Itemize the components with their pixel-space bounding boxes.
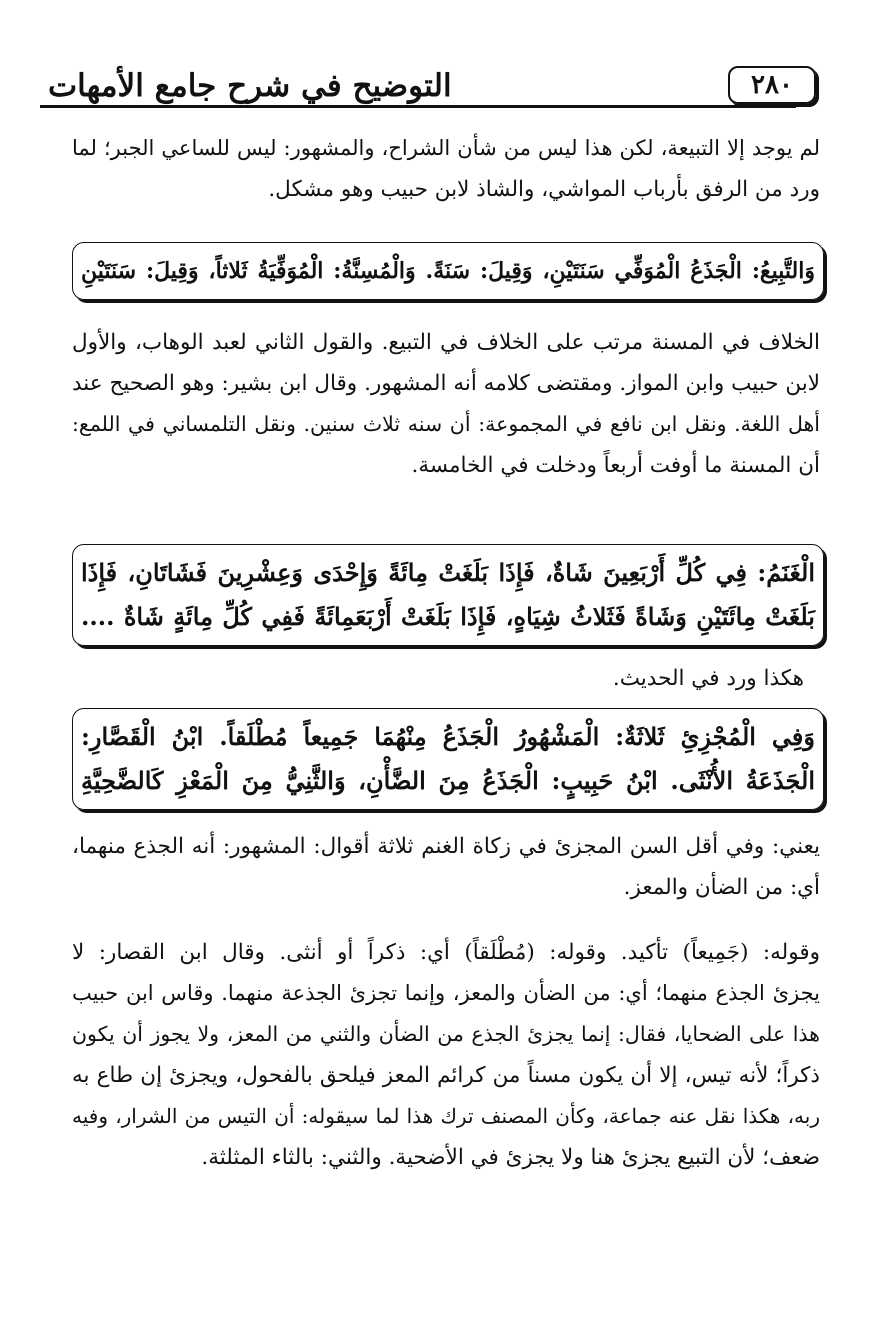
text-line: أن المسنة ما أوفت أربعاً ودخلت في الخامسة.: [411, 453, 820, 478]
text-line: يعني: وفي أقل السن المجزئ في زكاة الغنم ثلاثة أقوال: المشهور: أنه الجذع منهما،: [72, 834, 820, 859]
header-rule: [40, 105, 796, 108]
text-line: ورد من الرفق بأرباب المواشي، والشاذ لابن حبيب وهو مشكل.: [268, 177, 820, 202]
page-number: ٢٨٠: [728, 66, 816, 104]
text-line: أهل اللغة. ونقل ابن نافع في المجموعة: أن سنه ثلاث سنين. ونقل التلمساني في اللمع:: [72, 412, 820, 436]
text-line: لابن حبيب وابن المواز. ومقتضى كلامه أنه المشهور. وقال ابن بشير: وهو الصحيح عند: [72, 371, 820, 396]
commentary-paragraph: [72, 128, 820, 210]
matn-line: وَالتَّبِيعُ: الْجَذَعُ الْمُوَفِّي سَنَتَيْنِ، وَقِيلَ: سَنَةً. وَالْمُسِنَّةُ: الْمُوَفِّيَةُ ثَلاثاً، وَقِيلَ: سَنَتَيْنِ: [81, 258, 815, 284]
page-header: [40, 66, 816, 116]
matn-line: وَفِي الْمُجْزِئِ ثَلاثَةٌ: الْمَشْهُورُ الْجَذَعُ مِنْهُمَا جَمِيعاً مُطْلَقاً. ابْنُ الْقَصَّارِ:: [81, 722, 815, 751]
text-line: ربه، هكذا نقل عنه جماعة، وكأن المصنف ترك هذا لما سيقوله: أن التيس من الشرار، وفيه: [72, 1104, 820, 1128]
text-line: وقوله: (جَمِيعاً) تأكيد. وقوله: (مُطْلَقاً) أي: ذكراً أو أنثى. وقال ابن القصار: لا: [72, 940, 820, 965]
commentary-paragraph: [72, 826, 820, 908]
matn-line: بَلَغَتْ مِائَتَيْنِ وَشَاةً فَثَلاثُ شِيَاهٍ، فَإِذَا بَلَغَتْ أَرْبَعَمِائَةً فَفِي كُلِّ مِائَةٍ شَاةٌ ....: [81, 602, 815, 631]
commentary-paragraph: [72, 932, 820, 1178]
text-line: ذكراً؛ لأنه تيس، إلا أن يكون مسناً من كرائم المعز فيلحق بالفحول، ويجزئ إن طاع به: [72, 1063, 820, 1088]
text-line: الخلاف في المسنة مرتب على الخلاف في التبيع. والقول الثاني لعبد الوهاب، والأول: [72, 330, 820, 355]
text-line: هذا على الضحايا، فقال: إنما يجزئ الجذع من الضأن والثني من المعز، ولا يجوز أن يكون: [72, 1022, 820, 1046]
text-line: ضعف؛ لأن التبيع يجزئ هنا ولا يجزئ في الأضحية. والثني: بالثاء المثلثة.: [201, 1145, 820, 1170]
text-line: يجزئ الجذع منهما؛ أي: من الضأن والمعز، وإنما تجزئ الجذعة منهما. وقاس ابن حبيب: [72, 981, 820, 1005]
matn-line: الْجَذَعَةُ الأُنْثَى. ابْنُ حَبِيبٍ: الْجَذَعُ مِنَ الضَّأْنِ، وَالثَّنِيُّ مِنَ الْمَعْزِ كَالضَّحِيَّةِ: [81, 766, 815, 795]
matn-line: الْغَنَمُ: فِي كُلِّ أَرْبَعِينَ شَاةٌ، فَإِذَا بَلَغَتْ مِائَةً وَإِحْدَى وَعِشْرِينَ فَشَاتَانِ، فَإِذَا: [81, 558, 815, 587]
matn-box: [72, 544, 824, 646]
text-line: لم يوجد إلا التبيعة، لكن هذا ليس من شأن الشراح، والمشهور: ليس للساعي الجبر؛ لما: [72, 136, 820, 160]
text-line: هكذا ورد في الحديث.: [612, 666, 804, 691]
text-line: أي: من الضأن والمعز.: [623, 875, 820, 900]
matn-box: [72, 708, 824, 810]
matn-box: [72, 242, 824, 300]
commentary-paragraph: [72, 322, 820, 486]
book-title: التوضيح في شرح جامع الأمهات: [48, 68, 452, 104]
commentary-paragraph: [72, 658, 820, 699]
